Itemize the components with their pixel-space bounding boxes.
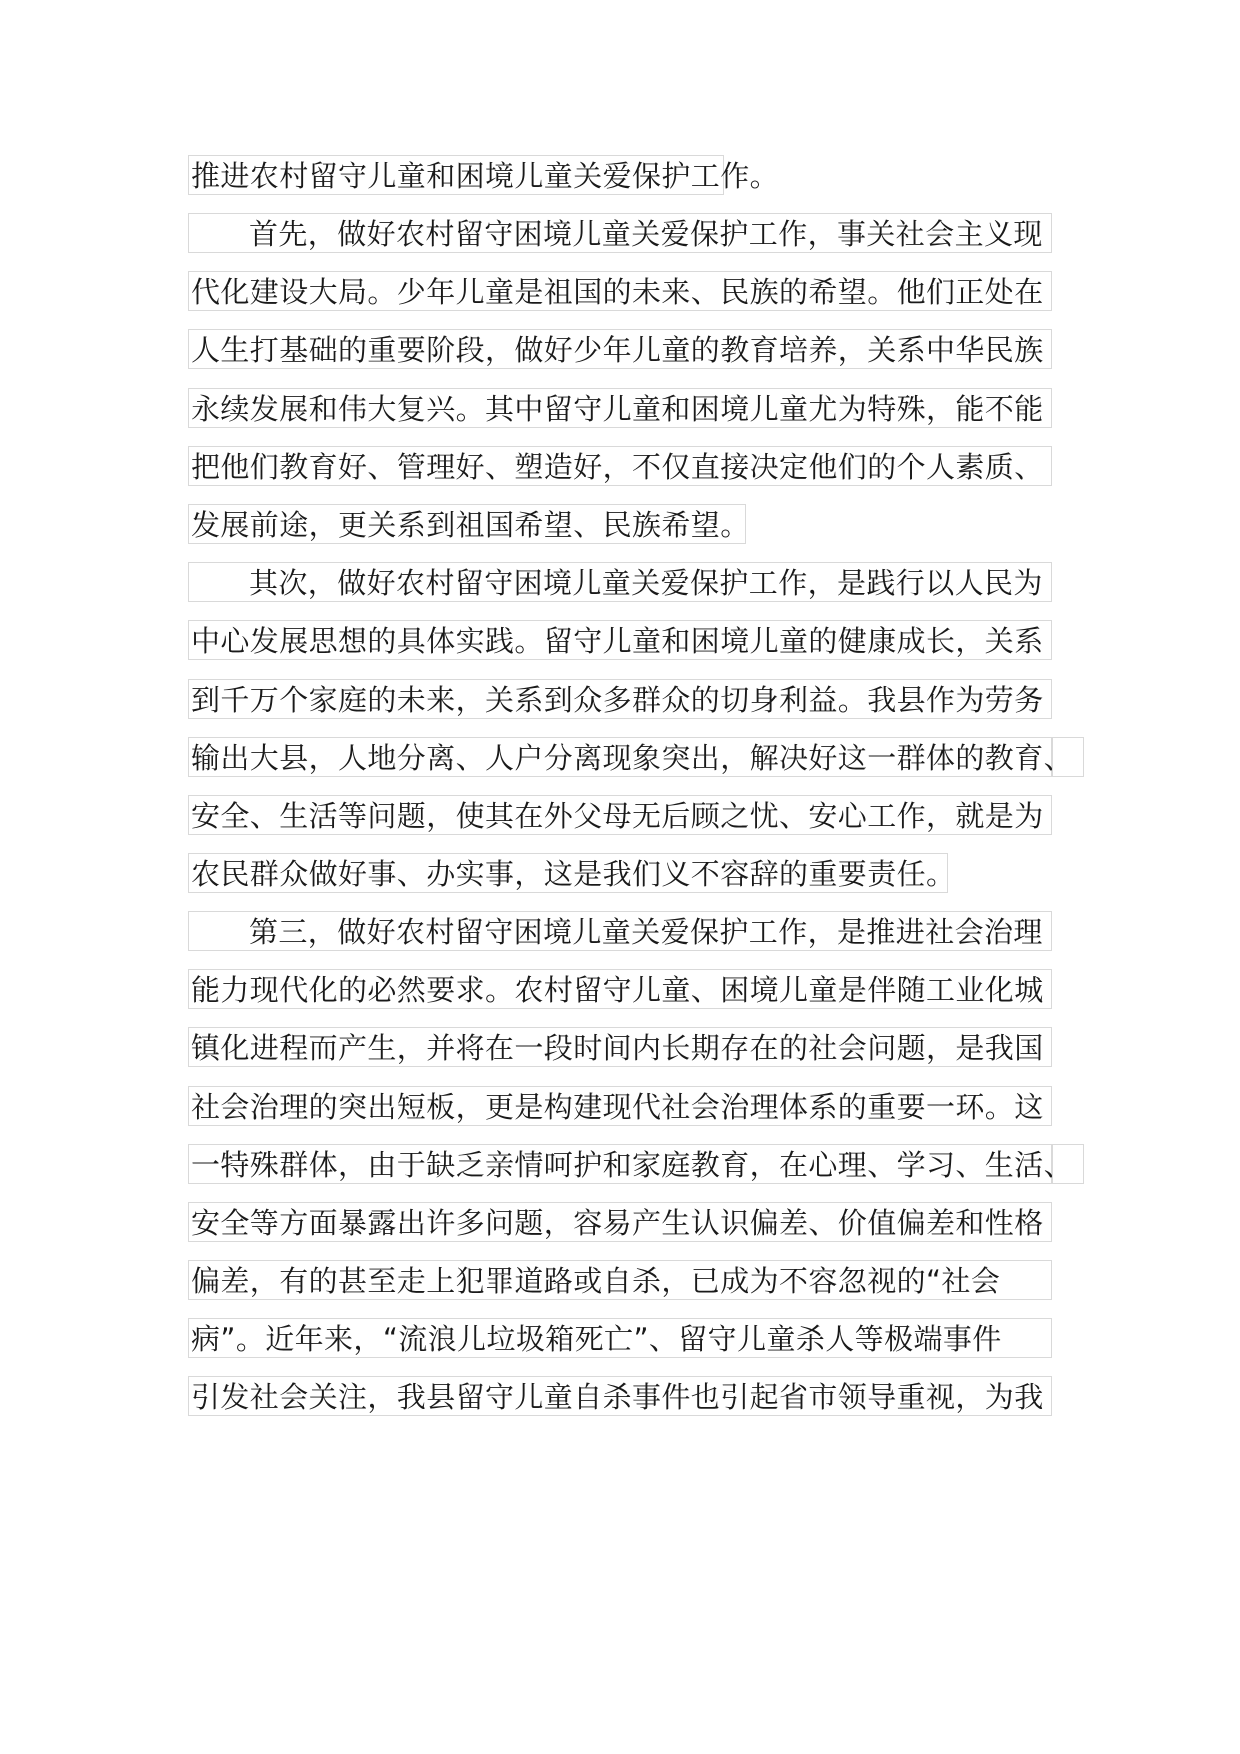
text-line: 一特殊群体，由于缺乏亲情呵护和家庭教育，在心理、学习、生活、	[188, 1144, 1052, 1184]
text-line: 病”。近年来，“流浪儿垃圾箱死亡”、留守儿童杀人等极端事件	[188, 1318, 1052, 1358]
text-line: 中心发展思想的具体实践。留守儿童和困境儿童的健康成长，关系	[188, 620, 1052, 660]
paragraph-first-line: 首先，做好农村留守困境儿童关爱保护工作，事关社会主义现	[188, 213, 1052, 253]
text-line: 发展前途，更关系到祖国希望、民族希望。	[188, 504, 746, 544]
text-line: 引发社会关注，我县留守儿童自杀事件也引起省市领导重视，为我	[188, 1376, 1052, 1416]
text-line: 人生打基础的重要阶段，做好少年儿童的教育培养，关系中华民族	[188, 329, 1052, 369]
text-line: 永续发展和伟大复兴。其中留守儿童和困境儿童尤为特殊，能不能	[188, 388, 1052, 428]
text-line: 镇化进程而产生，并将在一段时间内长期存在的社会问题，是我国	[188, 1027, 1052, 1067]
text-line: 安全、生活等问题，使其在外父母无后顾之忧、安心工作，就是为	[188, 795, 1052, 835]
text-line: 农民群众做好事、办实事，这是我们义不容辞的重要责任。	[188, 853, 948, 893]
paragraph-first-line: 第三，做好农村留守困境儿童关爱保护工作，是推进社会治理	[188, 911, 1052, 951]
text-line: 社会治理的突出短板，更是构建现代社会治理体系的重要一环。这	[188, 1086, 1052, 1126]
text-line: 安全等方面暴露出许多问题，容易产生认识偏差、价值偏差和性格	[188, 1202, 1052, 1242]
text-line: 代化建设大局。少年儿童是祖国的未来、民族的希望。他们正处在	[188, 271, 1052, 311]
line-overflow-box	[1052, 737, 1084, 777]
paragraph-first-line: 其次，做好农村留守困境儿童关爱保护工作，是践行以人民为	[188, 562, 1052, 602]
text-line: 把他们教育好、管理好、塑造好，不仅直接决定他们的个人素质、	[188, 446, 1052, 486]
text-line: 偏差，有的甚至走上犯罪道路或自杀，已成为不容忽视的“社会	[188, 1260, 1052, 1300]
text-line: 到千万个家庭的未来，关系到众多群众的切身利益。我县作为劳务	[188, 679, 1052, 719]
text-line: 推进农村留守儿童和困境儿童关爱保护工作。	[188, 155, 724, 195]
text-line: 输出大县，人地分离、人户分离现象突出，解决好这一群体的教育、	[188, 737, 1052, 777]
line-overflow-box	[1052, 1144, 1084, 1184]
text-line: 能力现代化的必然要求。农村留守儿童、困境儿童是伴随工业化城	[188, 969, 1052, 1009]
